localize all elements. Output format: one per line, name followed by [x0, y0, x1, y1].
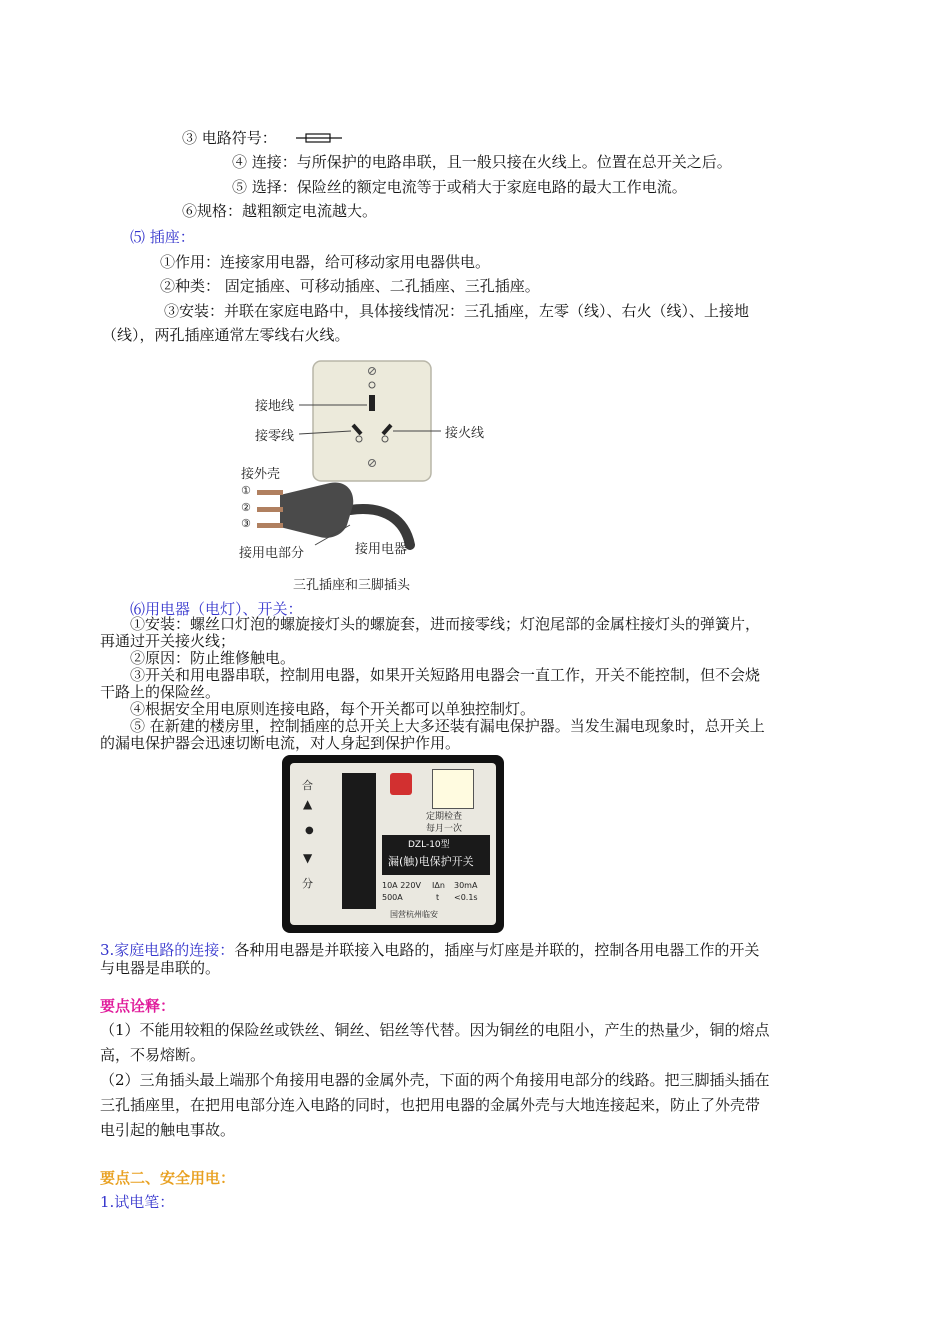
switch-lever: [342, 773, 376, 909]
fuse-connect-line: ④ 连接：与所保护的电路串联，且一般只接在火线上。位置在总开关之后。: [232, 153, 732, 171]
connection-label: 3.家庭电路的连接：: [100, 941, 235, 959]
indicator-window: [432, 769, 474, 809]
notes-heading: 要点诠释：: [100, 997, 176, 1015]
appliance-item-2: ②原因：防止维修触电。: [130, 649, 296, 667]
note-1-line-b: 高，不易熔断。: [100, 1046, 206, 1064]
on-label: 合: [302, 779, 313, 792]
note-2-line-c: 电引起的触电事故。: [100, 1121, 236, 1139]
note-2-line-a: （2）三角插头最上端那个角接用电器的金属外壳，下面的两个角接用电部分的线路。把三脚插头插在: [100, 1071, 770, 1089]
down-arrow-icon: ▼: [303, 851, 313, 865]
pin-mark-2: ②: [241, 501, 251, 514]
pin-mark-1: ①: [241, 484, 251, 497]
socket-item-3-line-a: ③安装：并联在家庭电路中，具体接线情况：三孔插座，左零（线）、右火（线）、上接地: [164, 302, 750, 320]
appliance-heading: ⑹用电器（电灯）、开关：: [130, 600, 303, 618]
fuse-symbol-line: ③ 电路符号：: [182, 129, 277, 147]
note-1-line-a: （1）不能用较粗的保险丝或铁丝、铜丝、铝丝等代替。因为铜丝的电阻小，产生的热量少，铜的熔点: [100, 1021, 770, 1039]
spec-c: IΔn: [432, 881, 445, 890]
test-note-b: 每月一次: [426, 824, 463, 834]
live-wire-label: 接火线: [445, 426, 485, 441]
appliance-item-1-line-b: 再通过开关接火线；: [100, 632, 236, 650]
appliance-item-3-line-b: 干路上的保险丝。: [100, 683, 221, 701]
socket-plug-figure: [235, 355, 500, 595]
model-label: DZL-10型: [408, 840, 450, 850]
appliance-label: 接用电器: [355, 542, 408, 557]
connection-line-a: 3.家庭电路的连接：各种用电器是并联接入电路的，插座与灯座是并联的，控制各用电器工作的开关: [100, 941, 760, 959]
socket-item-1: ①作用：连接家用电器，给可移动家用电器供电。: [160, 253, 491, 271]
note-2-line-b: 三孔插座里，在把用电部分连入电路的同时，也把用电器的金属外壳与大地连接起来，防止了外壳带: [100, 1096, 761, 1114]
fuse-spec-line: ⑥规格：越粗额定电流越大。: [182, 202, 378, 220]
spec-d: 30mA: [454, 881, 478, 890]
appliance-item-4: ④根据安全用电原则连接电路，每个开关都可以单独控制灯。: [130, 700, 536, 718]
pin-mark-3: ③: [241, 517, 251, 530]
maker-label: 国营杭州临安: [390, 910, 438, 919]
spec-f: <0.1s: [454, 893, 478, 902]
dot-icon: ●: [305, 825, 314, 836]
socket-item-2: ②种类： 固定插座、可移动插座、二孔插座、三孔插座。: [160, 277, 540, 295]
off-label: 分: [302, 877, 313, 890]
fuse-symbol-icon: [294, 131, 344, 145]
test-button: [390, 773, 412, 795]
leakage-protector-photo: [282, 755, 504, 933]
power-part-label: 接用电部分: [239, 546, 305, 561]
socket-heading: ⑸ 插座：: [130, 228, 195, 246]
test-note-a: 定期检查: [426, 812, 463, 822]
neutral-wire-label: 接零线: [255, 429, 295, 444]
up-arrow-icon: ▲: [303, 797, 313, 811]
socket-item-3-line-b: （线），两孔插座通常左零线右火线。: [102, 326, 350, 344]
appliance-item-5-line-b: 的漏电保护器会迅速切断电流，对人身起到保护作用。: [100, 734, 461, 752]
section-2-heading: 要点二、安全用电：: [100, 1169, 236, 1187]
device-faceplate: [290, 763, 496, 925]
appliance-item-1-line-a: ①安装：螺丝口灯泡的螺旋接灯头的螺旋套，进而接零线；灯泡尾部的金属柱接灯头的弹簧片，: [130, 615, 761, 633]
shell-label: 接外壳: [241, 467, 281, 482]
device-name-label: 漏(触)电保护开关: [388, 855, 474, 868]
spec-a: 10A 220V: [382, 881, 421, 890]
spec-b: 500A: [382, 893, 403, 902]
appliance-item-3-line-a: ③开关和用电器串联，控制用电器，如果开关短路用电器会一直工作，开关不能控制，但不会烧: [130, 666, 761, 684]
section-2-sub-1: 1.试电笔：: [100, 1193, 175, 1211]
spec-e: t: [436, 893, 440, 902]
connection-line-b: 与电器是串联的。: [100, 959, 221, 977]
ground-wire-label: 接地线: [255, 399, 295, 414]
figure-caption: 三孔插座和三脚插头: [293, 578, 411, 593]
appliance-item-5-line-a: ⑤ 在新建的楼房里，控制插座的总开关上大多还装有漏电保护器。当发生漏电现象时，总开关上: [130, 717, 765, 735]
label-plate: [382, 835, 490, 875]
fuse-select-line: ⑤ 选择：保险丝的额定电流等于或稍大于家庭电路的最大工作电流。: [232, 178, 687, 196]
